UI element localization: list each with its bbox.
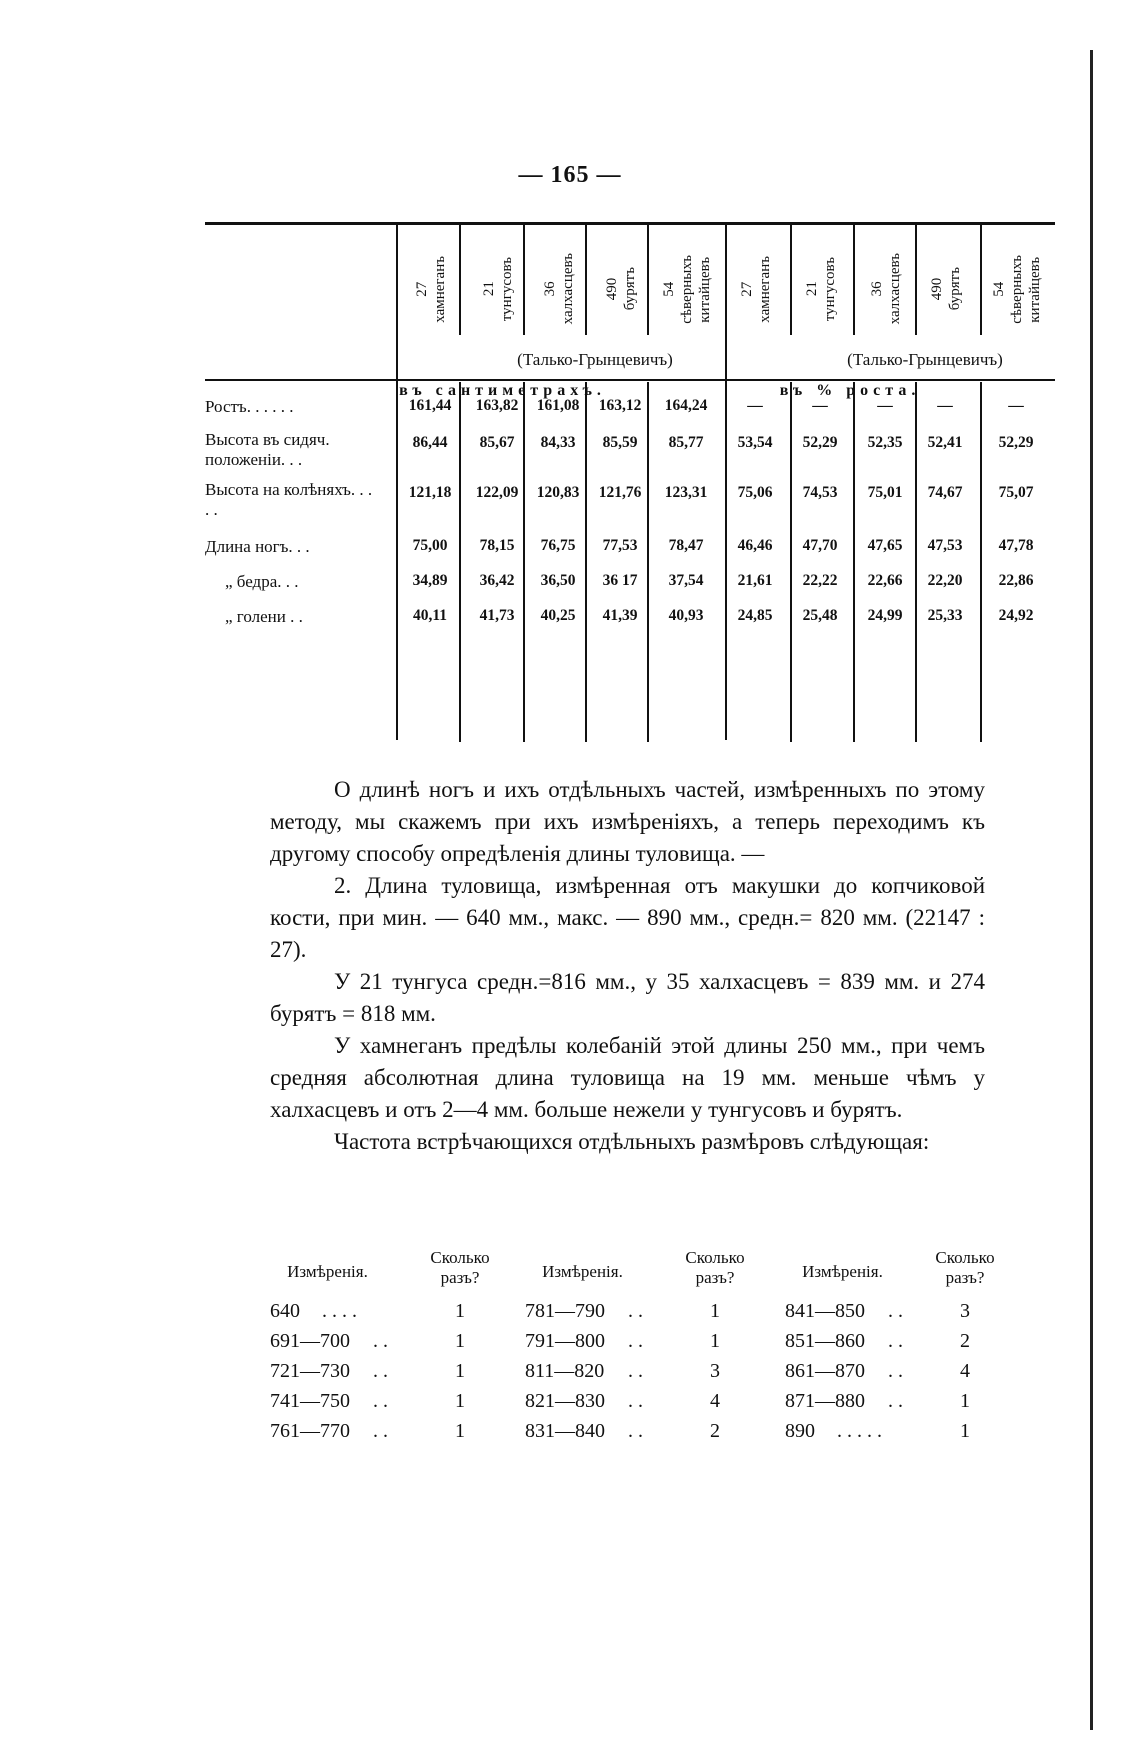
table-cell: 22,66	[867, 572, 903, 589]
freq-count: 1	[710, 1330, 720, 1352]
page-number: — 165 —	[518, 162, 622, 188]
freq-dots: . .	[628, 1420, 643, 1442]
freq-count: 1	[960, 1420, 970, 1442]
freq-header-count-line-2: разъ?	[440, 1268, 480, 1287]
freq-header-measure: Измѣренія.	[287, 1262, 368, 1281]
freq-header-measure: Измѣренія.	[542, 1262, 623, 1281]
column-header	[725, 230, 787, 348]
table-cell: 85,77	[668, 434, 704, 451]
freq-count: 1	[455, 1390, 465, 1412]
column-label: бурятъ	[622, 267, 638, 311]
column-label-2: китайцевъ	[1027, 256, 1043, 322]
column-header	[653, 230, 721, 348]
table-cell: 78,47	[668, 537, 704, 554]
freq-dots: . . . .	[322, 1300, 357, 1322]
table-cell: 78,15	[479, 537, 515, 554]
table-cell: 121,18	[408, 484, 452, 501]
column-header	[982, 230, 1052, 348]
table-cell: 53,54	[737, 434, 773, 451]
table-cell: 40,93	[668, 607, 704, 624]
table-cell: 161,08	[536, 397, 580, 414]
column-header	[400, 230, 462, 348]
freq-count: 3	[710, 1360, 720, 1382]
row-label: „ голени . .	[225, 607, 303, 626]
table-cell: 84,33	[540, 434, 576, 451]
freq-measure: 640	[270, 1300, 300, 1322]
freq-measure: 821—830	[525, 1390, 605, 1412]
column-header	[915, 230, 977, 348]
unit-label-percent: въ % роста.	[779, 382, 921, 399]
table-cell: 36,42	[479, 572, 515, 589]
column-count: 490	[604, 277, 620, 301]
table-cell: 47,53	[927, 537, 963, 554]
freq-measure: 761—770	[270, 1420, 350, 1442]
table-cell: —	[747, 397, 763, 414]
table-cell: 52,41	[927, 434, 963, 451]
column-label: бурятъ	[947, 267, 963, 311]
column-label: хамнеганъ	[757, 255, 773, 323]
table-cell: 21,61	[737, 572, 773, 589]
column-label: тунгусовъ	[822, 256, 838, 322]
table-cell: —	[877, 397, 893, 414]
freq-measure: 791—800	[525, 1330, 605, 1352]
freq-header-measure: Измѣренія.	[802, 1262, 883, 1281]
table-cell: 52,29	[802, 434, 838, 451]
table-cell: 77,53	[602, 537, 638, 554]
column-label: сѣверныхъ	[679, 254, 695, 324]
table-cell: 161,44	[408, 397, 452, 414]
table-cell: 76,75	[540, 537, 576, 554]
freq-dots: . .	[628, 1330, 643, 1352]
table-cell: 41,73	[479, 607, 515, 624]
freq-count: 4	[960, 1360, 970, 1382]
table-cell: 24,92	[998, 607, 1034, 624]
table-cell: —	[937, 397, 953, 414]
table-cell: 22,22	[802, 572, 838, 589]
table-cell: 46,46	[737, 537, 773, 554]
paragraph-1: О длинѣ ногъ и ихъ отдѣльныхъ частей, измѣренныхъ по этому методу, мы скажемъ при ихъ измѣреніяхъ, а теперь переходимъ къ другому способу опредѣленія длины туловища. —	[270, 777, 985, 866]
freq-header-count-line-2: разъ?	[695, 1268, 735, 1287]
scan-edge-line	[1090, 50, 1093, 1730]
column-divider	[396, 225, 398, 740]
table-cell: 74,67	[927, 484, 963, 501]
table-cell: 85,67	[479, 434, 515, 451]
column-label: халхасцевъ	[560, 253, 576, 325]
table-cell: 22,20	[927, 572, 963, 589]
freq-header-count	[420, 1248, 500, 1288]
table-cell: 163,12	[598, 397, 642, 414]
freq-header-count-line-1: Сколько	[430, 1248, 490, 1267]
table-cell: 22,86	[998, 572, 1034, 589]
freq-dots: . .	[373, 1420, 388, 1442]
row-label: Ростъ. . . . . .	[205, 397, 294, 416]
freq-dots: . .	[888, 1360, 903, 1382]
row-label: Высота на колѣняхъ. . . . .	[205, 480, 373, 519]
freq-dots: . .	[888, 1390, 903, 1412]
row-label: Длина ногъ. . .	[205, 537, 310, 556]
freq-count: 1	[455, 1300, 465, 1322]
group-label-right: (Талько-Грынцевичъ)	[847, 350, 1003, 369]
measurements-table	[205, 222, 1055, 742]
table-cell: 34,89	[412, 572, 448, 589]
table-cell: 85,59	[602, 434, 638, 451]
table-cell: 164,24	[664, 397, 708, 414]
table-cell: 75,00	[412, 537, 448, 554]
column-count: 27	[739, 281, 755, 297]
freq-count: 4	[710, 1390, 720, 1412]
table-cell: 163,82	[475, 397, 519, 414]
table-cell: 24,85	[737, 607, 773, 624]
freq-count: 1	[455, 1420, 465, 1442]
table-cell: —	[1008, 397, 1024, 414]
freq-measure: 691—700	[270, 1330, 350, 1352]
column-header	[590, 230, 652, 348]
table-cell: 37,54	[668, 572, 704, 589]
column-count: 36	[542, 281, 558, 297]
freq-dots: . . . . .	[837, 1420, 882, 1442]
column-count: 54	[661, 281, 677, 297]
freq-measure: 741—750	[270, 1390, 350, 1412]
column-count: 21	[804, 281, 820, 297]
column-count: 27	[414, 281, 430, 297]
column-header	[528, 230, 590, 348]
table-cell: 41,39	[602, 607, 638, 624]
table-cell: 47,78	[998, 537, 1034, 554]
table-cell: 47,65	[867, 537, 903, 554]
table-header-rule	[205, 379, 1055, 381]
table-cell: 52,29	[998, 434, 1034, 451]
freq-measure: 861—870	[785, 1360, 865, 1382]
table-cell: 24,99	[867, 607, 903, 624]
freq-dots: . .	[888, 1300, 903, 1322]
freq-dots: . .	[628, 1390, 643, 1412]
table-cell: —	[812, 397, 828, 414]
column-count: 36	[869, 281, 885, 297]
table-cell: 36,50	[540, 572, 576, 589]
freq-header-count	[675, 1248, 755, 1288]
freq-count: 1	[710, 1300, 720, 1322]
column-label: халхасцевъ	[887, 253, 903, 325]
freq-header-count-line-1: Сколько	[935, 1248, 995, 1267]
freq-dots: . .	[373, 1390, 388, 1412]
column-label-2: китайцевъ	[697, 256, 713, 322]
freq-measure: 721—730	[270, 1360, 350, 1382]
table-cell: 75,07	[998, 484, 1034, 501]
column-header	[855, 230, 917, 348]
group-label-left: (Талько-Грынцевичъ)	[517, 350, 673, 369]
column-count: 54	[991, 281, 1007, 297]
column-count: 21	[481, 281, 497, 297]
body-text	[270, 774, 985, 1158]
freq-measure: 781—790	[525, 1300, 605, 1322]
freq-count: 3	[960, 1300, 970, 1322]
freq-count: 2	[710, 1420, 720, 1442]
column-label: сѣверныхъ	[1009, 254, 1025, 324]
column-label: тунгусовъ	[499, 256, 515, 322]
freq-measure: 871—880	[785, 1390, 865, 1412]
column-header	[790, 230, 852, 348]
freq-header-count-line-2: разъ?	[945, 1268, 985, 1287]
freq-dots: . .	[628, 1360, 643, 1382]
table-cell: 47,70	[802, 537, 838, 554]
column-label: хамнеганъ	[432, 255, 448, 323]
column-count: 490	[929, 277, 945, 301]
paragraph-4: У хамнеганъ предѣлы колебаній этой длины 250 мм., при чемъ средняя абсолютная длина туловища на 19 мм. меньше чѣмъ у халхасцевъ и отъ 2—4 мм. больше нежели у тунгусовъ и бурятъ.	[270, 1033, 985, 1122]
table-cell: 121,76	[598, 484, 642, 501]
freq-header-count-line-1: Сколько	[685, 1248, 745, 1267]
paragraph-3: У 21 тунгуса средн.=816 мм., у 35 халхасцевъ = 839 мм. и 274 бурятъ = 818 мм.	[270, 969, 985, 1026]
unit-label-centimeters: въ сантиметрахъ.	[399, 382, 606, 399]
paragraph-2: 2. Длина туловища, измѣренная отъ макушки до копчиковой кости, при мин. — 640 мм., макс. — 890 мм., средн.= 820 мм. (22147 : 27).	[270, 873, 985, 962]
freq-measure: 841—850	[785, 1300, 865, 1322]
table-cell: 25,33	[927, 607, 963, 624]
table-cell: 25,48	[802, 607, 838, 624]
freq-dots: . .	[628, 1300, 643, 1322]
table-cell: 74,53	[802, 484, 838, 501]
freq-measure: 811—820	[525, 1360, 605, 1382]
freq-count: 1	[960, 1390, 970, 1412]
table-cell: 86,44	[412, 434, 448, 451]
table-cell: 75,01	[867, 484, 903, 501]
table-cell: 36 17	[602, 572, 638, 589]
freq-measure: 831—840	[525, 1420, 605, 1442]
column-header	[467, 230, 529, 348]
freq-dots: . .	[373, 1360, 388, 1382]
row-label: Высота въ сидяч. положеніи. . .	[205, 430, 330, 469]
table-cell: 120,83	[536, 484, 580, 501]
table-cell: 40,11	[412, 607, 448, 624]
table-cell: 40,25	[540, 607, 576, 624]
freq-measure: 851—860	[785, 1330, 865, 1352]
freq-dots: . .	[888, 1330, 903, 1352]
freq-count: 1	[455, 1330, 465, 1352]
freq-header-count	[925, 1248, 1005, 1288]
table-cell: 75,06	[737, 484, 773, 501]
freq-measure: 890	[785, 1420, 815, 1442]
freq-count: 1	[455, 1360, 465, 1382]
paragraph-5: Частота встрѣчающихся отдѣльныхъ размѣровъ слѣдующая:	[334, 1129, 930, 1154]
table-cell: 122,09	[475, 484, 519, 501]
table-cell: 123,31	[664, 484, 708, 501]
table-top-rule	[205, 222, 1055, 225]
row-label: „ бедра. . .	[225, 572, 299, 591]
freq-count: 2	[960, 1330, 970, 1352]
freq-dots: . .	[373, 1330, 388, 1352]
table-cell: 52,35	[867, 434, 903, 451]
